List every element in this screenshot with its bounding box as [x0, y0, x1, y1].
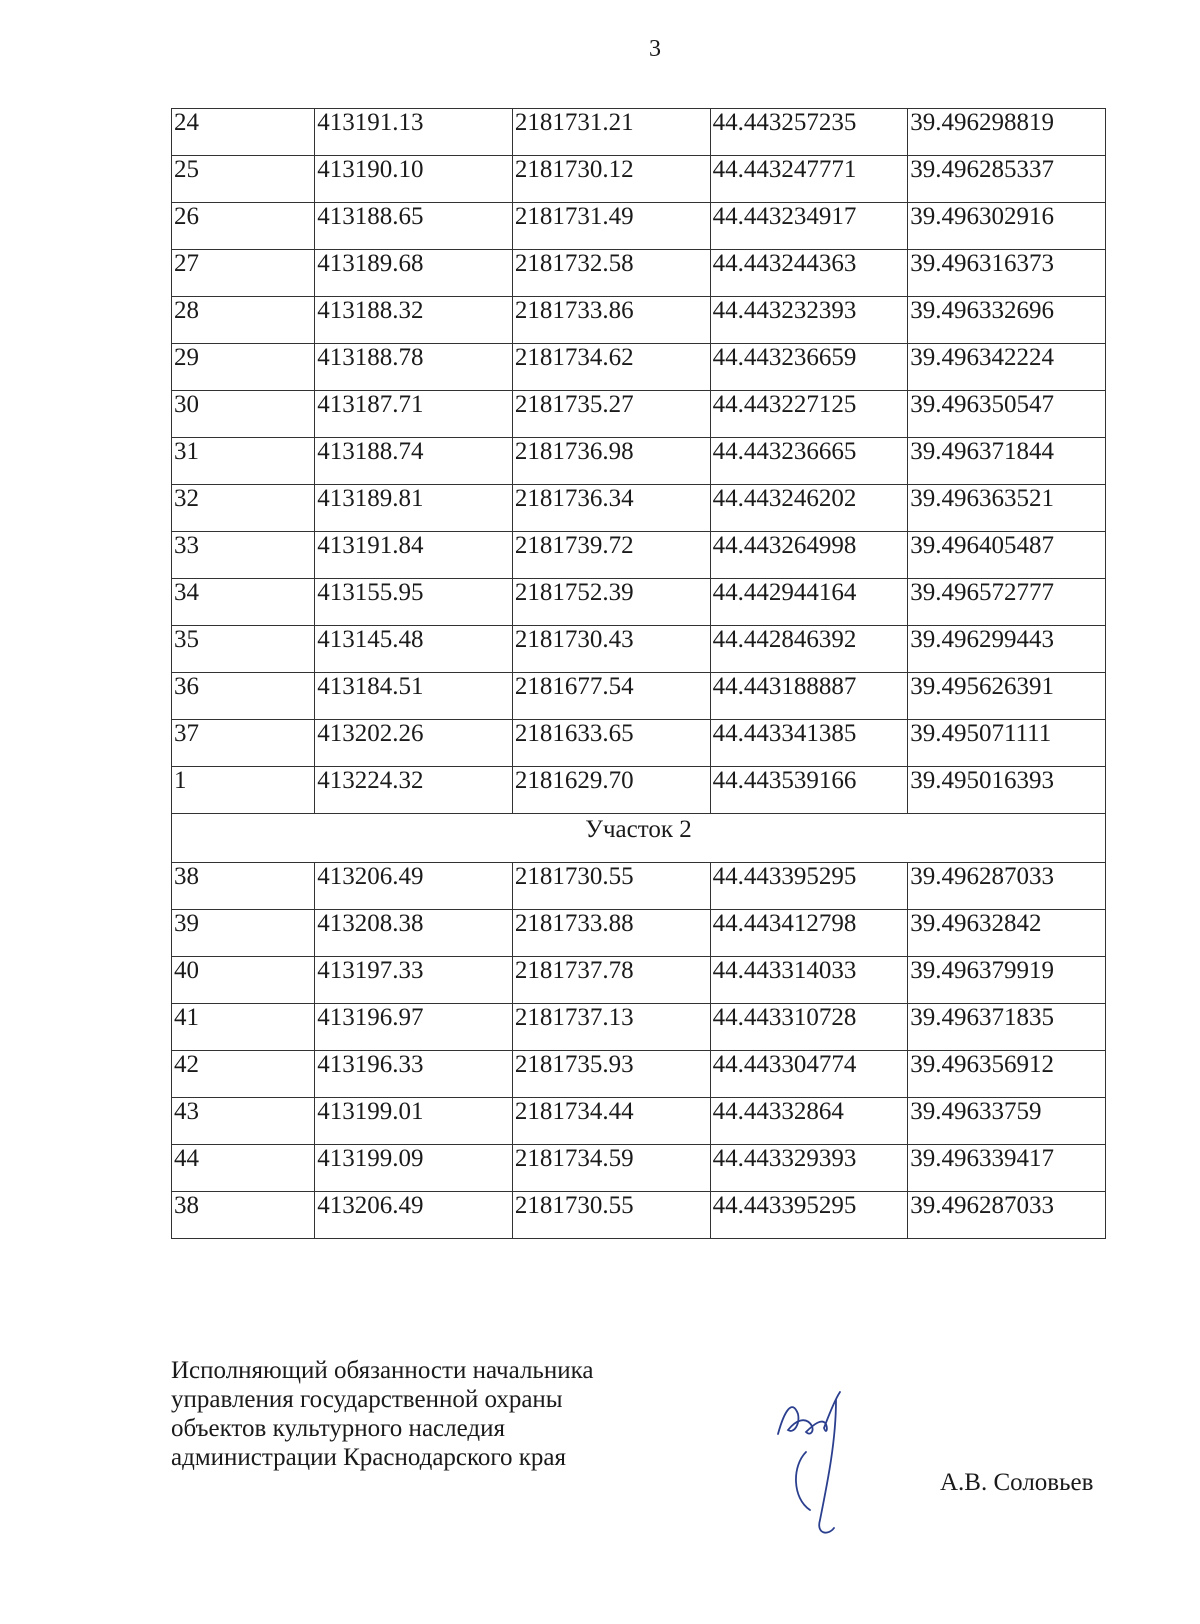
- latitude-cell: 44.443247771: [710, 156, 908, 203]
- point-number-cell: 30: [172, 391, 315, 438]
- signatory-position-line: администрации Краснодарского края: [171, 1444, 567, 1471]
- y-coordinate-cell: 2181739.72: [512, 532, 710, 579]
- longitude-cell: 39.496339417: [908, 1145, 1106, 1192]
- x-coordinate-cell: 413188.65: [315, 203, 513, 250]
- longitude-cell: 39.496363521: [908, 485, 1106, 532]
- point-number-cell: 26: [172, 203, 315, 250]
- x-coordinate-cell: 413191.13: [315, 109, 513, 156]
- latitude-cell: 44.443246202: [710, 485, 908, 532]
- longitude-cell: 39.496371844: [908, 438, 1106, 485]
- latitude-cell: 44.443395295: [710, 863, 908, 910]
- table-row: [172, 344, 1106, 391]
- x-coordinate-cell: 413189.81: [315, 485, 513, 532]
- point-number-cell: 1: [172, 767, 315, 814]
- handwritten-signature-icon: [770, 1390, 850, 1540]
- signatory-position-line: Исполняющий обязанности начальника: [171, 1357, 594, 1384]
- table-row: [172, 109, 1106, 156]
- latitude-cell: 44.443539166: [710, 767, 908, 814]
- table-row: [172, 673, 1106, 720]
- point-number-cell: 28: [172, 297, 315, 344]
- longitude-cell: 39.496287033: [908, 863, 1106, 910]
- longitude-cell: 39.496302916: [908, 203, 1106, 250]
- signer-name: А.В. Соловьев: [940, 1469, 1094, 1496]
- longitude-cell: 39.495016393: [908, 767, 1106, 814]
- table-row: [172, 250, 1106, 297]
- y-coordinate-cell: 2181677.54: [512, 673, 710, 720]
- latitude-cell: 44.443227125: [710, 391, 908, 438]
- table-row: [172, 957, 1106, 1004]
- latitude-cell: 44.443234917: [710, 203, 908, 250]
- page-number: 3: [649, 36, 661, 62]
- table-row: [172, 626, 1106, 673]
- y-coordinate-cell: 2181734.44: [512, 1098, 710, 1145]
- table-row: [172, 720, 1106, 767]
- point-number-cell: 36: [172, 673, 315, 720]
- longitude-cell: 39.496572777: [908, 579, 1106, 626]
- latitude-cell: 44.443341385: [710, 720, 908, 767]
- latitude-cell: 44.443236659: [710, 344, 908, 391]
- point-number-cell: 40: [172, 957, 315, 1004]
- table-row: [172, 485, 1106, 532]
- x-coordinate-cell: 413196.97: [315, 1004, 513, 1051]
- table-row: [172, 156, 1106, 203]
- x-coordinate-cell: 413196.33: [315, 1051, 513, 1098]
- point-number-cell: 27: [172, 250, 315, 297]
- y-coordinate-cell: 2181736.98: [512, 438, 710, 485]
- latitude-cell: 44.443314033: [710, 957, 908, 1004]
- point-number-cell: 25: [172, 156, 315, 203]
- x-coordinate-cell: 413188.74: [315, 438, 513, 485]
- point-number-cell: 35: [172, 626, 315, 673]
- point-number-cell: 34: [172, 579, 315, 626]
- latitude-cell: 44.442846392: [710, 626, 908, 673]
- y-coordinate-cell: 2181730.55: [512, 1192, 710, 1239]
- latitude-cell: 44.443188887: [710, 673, 908, 720]
- x-coordinate-cell: 413188.32: [315, 297, 513, 344]
- latitude-cell: 44.443264998: [710, 532, 908, 579]
- table-row: [172, 203, 1106, 250]
- longitude-cell: 39.496298819: [908, 109, 1106, 156]
- longitude-cell: 39.496350547: [908, 391, 1106, 438]
- y-coordinate-cell: 2181734.62: [512, 344, 710, 391]
- y-coordinate-cell: 2181730.43: [512, 626, 710, 673]
- x-coordinate-cell: 413202.26: [315, 720, 513, 767]
- latitude-cell: 44.443310728: [710, 1004, 908, 1051]
- x-coordinate-cell: 413184.51: [315, 673, 513, 720]
- table-row: [172, 391, 1106, 438]
- section-header-row: [172, 814, 1106, 863]
- longitude-cell: 39.496342224: [908, 344, 1106, 391]
- longitude-cell: 39.496287033: [908, 1192, 1106, 1239]
- table-row: [172, 1145, 1106, 1192]
- point-number-cell: 41: [172, 1004, 315, 1051]
- signatory-position-line: управления государственной охраны: [171, 1386, 563, 1413]
- x-coordinate-cell: 413208.38: [315, 910, 513, 957]
- y-coordinate-cell: 2181737.13: [512, 1004, 710, 1051]
- point-number-cell: 33: [172, 532, 315, 579]
- latitude-cell: 44.443412798: [710, 910, 908, 957]
- table-row: [172, 1192, 1106, 1239]
- x-coordinate-cell: 413189.68: [315, 250, 513, 297]
- longitude-cell: 39.495071111: [908, 720, 1106, 767]
- x-coordinate-cell: 413145.48: [315, 626, 513, 673]
- point-number-cell: 42: [172, 1051, 315, 1098]
- y-coordinate-cell: 2181733.86: [512, 297, 710, 344]
- table-row: [172, 297, 1106, 344]
- longitude-cell: 39.496379919: [908, 957, 1106, 1004]
- point-number-cell: 38: [172, 863, 315, 910]
- y-coordinate-cell: 2181735.27: [512, 391, 710, 438]
- y-coordinate-cell: 2181730.12: [512, 156, 710, 203]
- point-number-cell: 31: [172, 438, 315, 485]
- x-coordinate-cell: 413155.95: [315, 579, 513, 626]
- table-row: [172, 438, 1106, 485]
- x-coordinate-cell: 413206.49: [315, 1192, 513, 1239]
- y-coordinate-cell: 2181730.55: [512, 863, 710, 910]
- y-coordinate-cell: 2181731.21: [512, 109, 710, 156]
- latitude-cell: 44.44332864: [710, 1098, 908, 1145]
- latitude-cell: 44.443395295: [710, 1192, 908, 1239]
- longitude-cell: 39.496299443: [908, 626, 1106, 673]
- coordinates-table-body: [172, 109, 1106, 1239]
- table-row: [172, 863, 1106, 910]
- table-row: [172, 1098, 1106, 1145]
- latitude-cell: 44.443329393: [710, 1145, 908, 1192]
- latitude-cell: 44.443232393: [710, 297, 908, 344]
- point-number-cell: 37: [172, 720, 315, 767]
- point-number-cell: 44: [172, 1145, 315, 1192]
- longitude-cell: 39.496332696: [908, 297, 1106, 344]
- y-coordinate-cell: 2181633.65: [512, 720, 710, 767]
- x-coordinate-cell: 413190.10: [315, 156, 513, 203]
- longitude-cell: 39.495626391: [908, 673, 1106, 720]
- longitude-cell: 39.496356912: [908, 1051, 1106, 1098]
- point-number-cell: 29: [172, 344, 315, 391]
- table-row: [172, 767, 1106, 814]
- y-coordinate-cell: 2181737.78: [512, 957, 710, 1004]
- y-coordinate-cell: 2181736.34: [512, 485, 710, 532]
- signatory-position: [171, 1356, 593, 1472]
- latitude-cell: 44.443236665: [710, 438, 908, 485]
- y-coordinate-cell: 2181735.93: [512, 1051, 710, 1098]
- latitude-cell: 44.443257235: [710, 109, 908, 156]
- latitude-cell: 44.443304774: [710, 1051, 908, 1098]
- coordinates-table: [171, 108, 1106, 1239]
- table-row: [172, 1004, 1106, 1051]
- table-row: [172, 532, 1106, 579]
- y-coordinate-cell: 2181731.49: [512, 203, 710, 250]
- x-coordinate-cell: 413191.84: [315, 532, 513, 579]
- x-coordinate-cell: 413199.01: [315, 1098, 513, 1145]
- latitude-cell: 44.442944164: [710, 579, 908, 626]
- y-coordinate-cell: 2181732.58: [512, 250, 710, 297]
- table-row: [172, 579, 1106, 626]
- table-row: [172, 910, 1106, 957]
- y-coordinate-cell: 2181629.70: [512, 767, 710, 814]
- y-coordinate-cell: 2181734.59: [512, 1145, 710, 1192]
- latitude-cell: 44.443244363: [710, 250, 908, 297]
- x-coordinate-cell: 413187.71: [315, 391, 513, 438]
- point-number-cell: 24: [172, 109, 315, 156]
- longitude-cell: 39.496316373: [908, 250, 1106, 297]
- point-number-cell: 39: [172, 910, 315, 957]
- longitude-cell: 39.49632842: [908, 910, 1106, 957]
- x-coordinate-cell: 413206.49: [315, 863, 513, 910]
- point-number-cell: 32: [172, 485, 315, 532]
- longitude-cell: 39.49633759: [908, 1098, 1106, 1145]
- y-coordinate-cell: 2181733.88: [512, 910, 710, 957]
- longitude-cell: 39.496405487: [908, 532, 1106, 579]
- x-coordinate-cell: 413199.09: [315, 1145, 513, 1192]
- point-number-cell: 43: [172, 1098, 315, 1145]
- signatory-position-line: объектов культурного наследия: [171, 1415, 505, 1442]
- x-coordinate-cell: 413224.32: [315, 767, 513, 814]
- table-row: [172, 1051, 1106, 1098]
- x-coordinate-cell: 413188.78: [315, 344, 513, 391]
- y-coordinate-cell: 2181752.39: [512, 579, 710, 626]
- point-number-cell: 38: [172, 1192, 315, 1239]
- x-coordinate-cell: 413197.33: [315, 957, 513, 1004]
- longitude-cell: 39.496371835: [908, 1004, 1106, 1051]
- section-label: Участок 2: [172, 814, 1106, 863]
- longitude-cell: 39.496285337: [908, 156, 1106, 203]
